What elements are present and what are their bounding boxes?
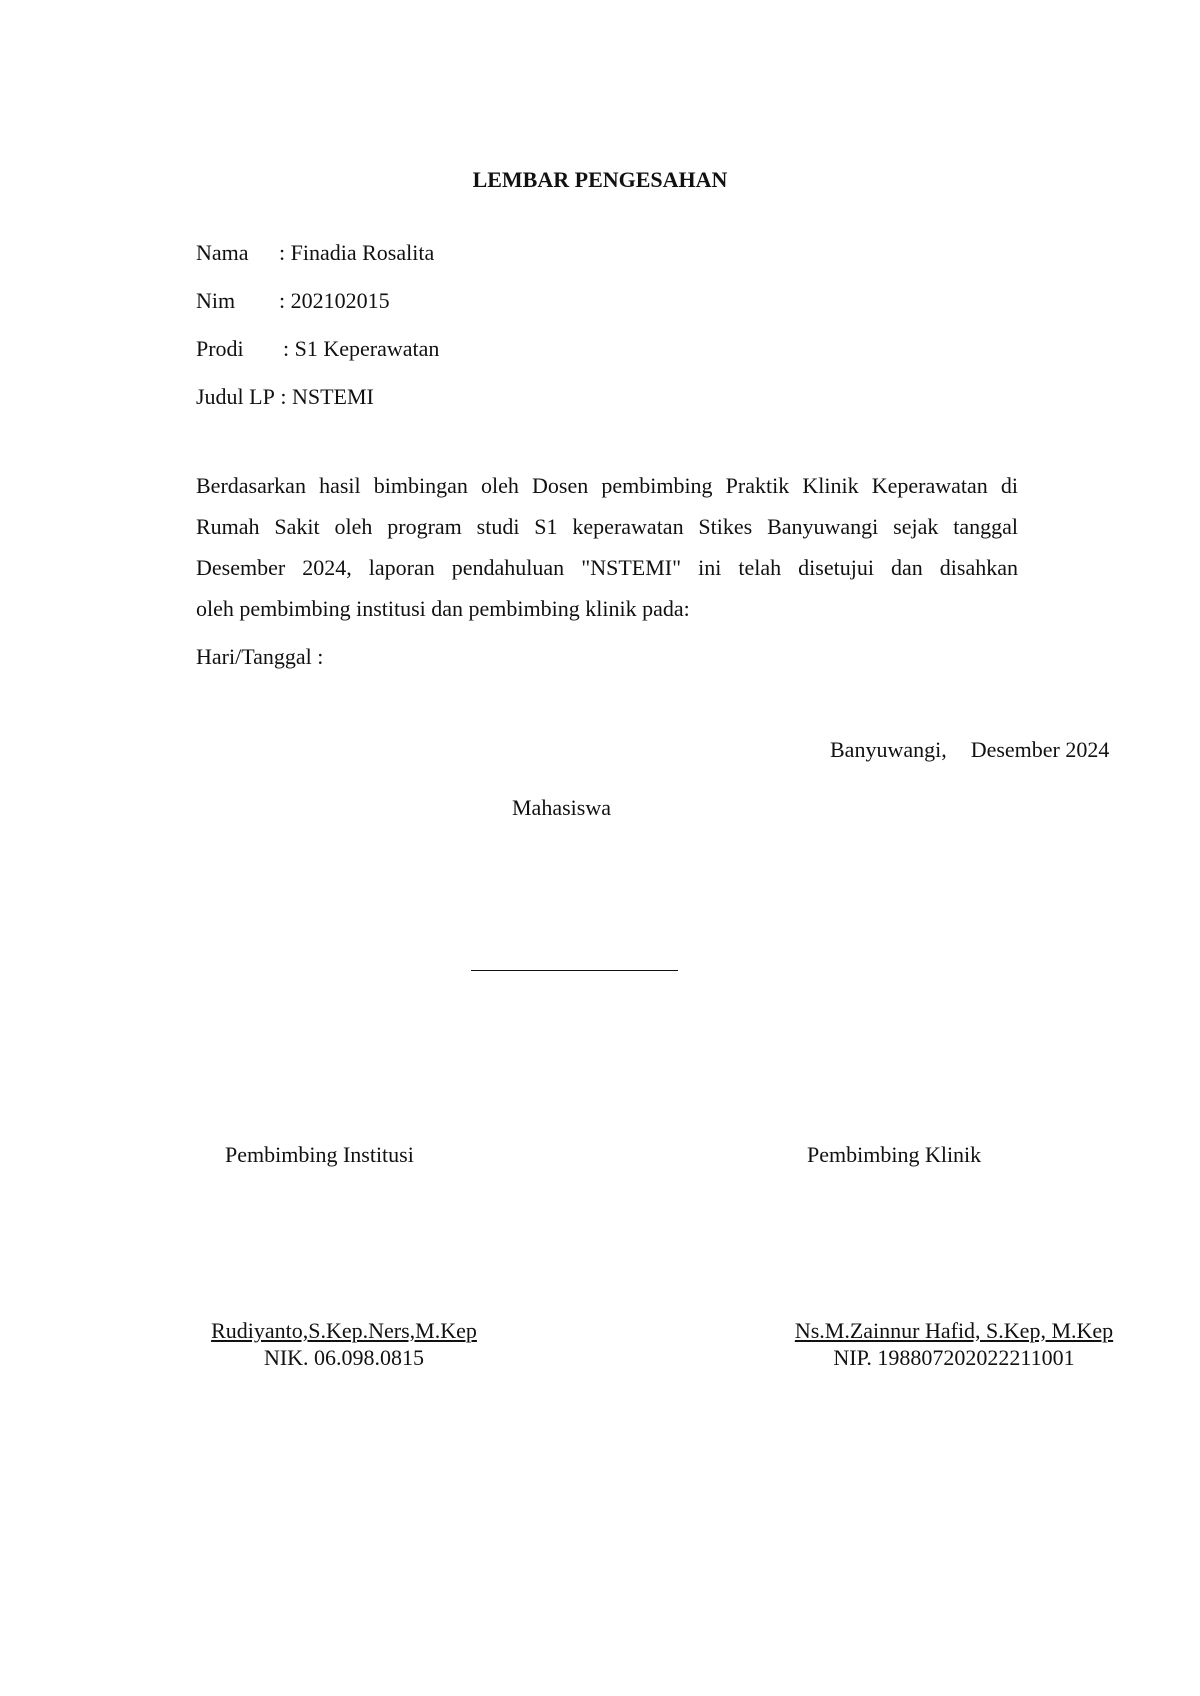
place-date-text: Desember 2024 [970,737,1110,762]
supervisor-clinic-id: NIP. 198807202022211001 [833,1345,1075,1370]
supervisor-clinic-name: Ns.M.Zainnur Hafid, S.Kep, M.Kep [794,1318,1114,1343]
field-judul-value: : NSTEMI [280,384,374,409]
field-judul [196,384,374,410]
field-nim-value: : 202102015 [279,288,390,313]
place-date [830,737,1109,763]
document-title: LEMBAR PENGESAHAN [472,167,728,192]
supervisor-institution-signature [196,1317,492,1371]
field-nama [196,240,434,266]
paragraph-line-1: Berdasarkan hasil bimbingan oleh Dosen pembimbing Praktik Klinik Keperawatan di [196,473,1018,498]
field-judul-label: Judul LP [196,384,275,409]
date-label: Hari/Tanggal : [196,644,324,669]
field-prodi-label: Prodi [196,336,244,361]
student-signature-line [471,970,678,971]
supervisor-institution-label: Pembimbing Institusi [225,1142,414,1167]
supervisor-institution-name: Rudiyanto,S.Kep.Ners,M.Kep [211,1318,477,1343]
student-label: Mahasiswa [512,795,611,820]
supervisor-institution-id: NIK. 06.098.0815 [263,1345,425,1370]
paragraph-line-3: Desember 2024, laporan pendahuluan "NSTEMI" ini telah disetujui dan disahkan [196,555,1018,580]
field-prodi [196,336,439,362]
paragraph-line-4: oleh pembimbing institusi dan pembimbing klinik pada: [196,596,690,621]
field-nim [196,288,390,314]
field-nim-label: Nim [196,288,236,313]
supervisor-clinic-label: Pembimbing Klinik [807,1142,982,1167]
field-nama-value: : Finadia Rosalita [279,240,435,265]
place-text: Banyuwangi, [830,737,947,762]
supervisor-clinic-signature [776,1317,1132,1371]
approval-paragraph [196,465,1018,629]
paragraph-line-2: Rumah Sakit oleh program studi S1 keperawatan Stikes Banyuwangi sejak tanggal [196,514,1018,539]
field-nama-label: Nama [196,240,249,265]
field-prodi-value: : S1 Keperawatan [283,336,440,361]
